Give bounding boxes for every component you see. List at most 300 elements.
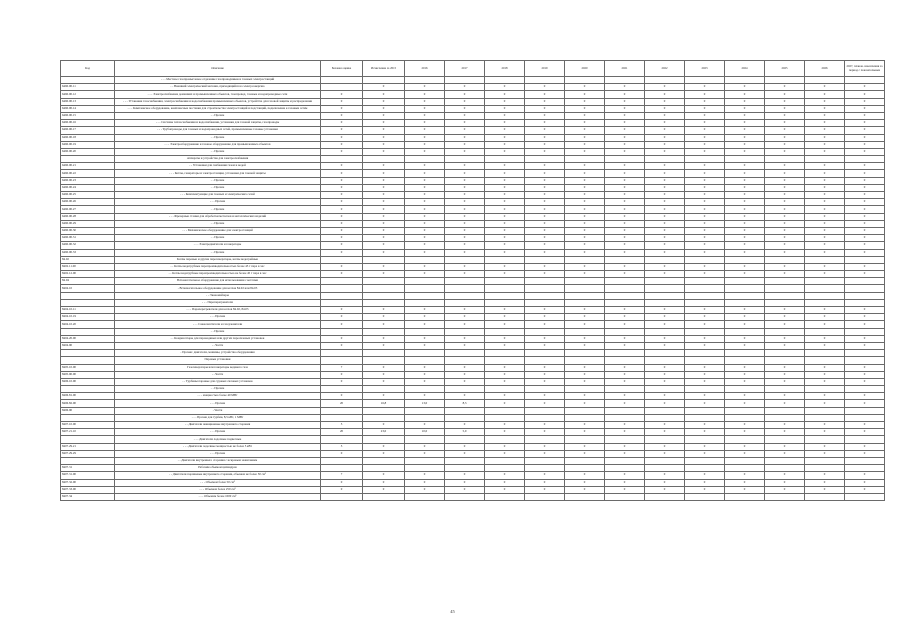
empty-cell: [765, 386, 805, 393]
empty-cell: [405, 386, 445, 393]
empty-cell: [363, 77, 405, 84]
year-rate-cell: 0: [605, 220, 645, 227]
year-rate-cell: 0: [405, 98, 445, 105]
year-rate-cell: 0: [445, 170, 485, 177]
empty-cell: [321, 357, 363, 364]
empty-cell: [525, 414, 565, 421]
description-cell: - - Прочие: [115, 386, 321, 393]
year-rate-cell: 0: [405, 206, 445, 213]
year-rate-cell: 0: [405, 163, 445, 170]
code-cell: [61, 350, 115, 357]
year-rate-cell: 0: [525, 400, 565, 407]
year-rate-cell: 0: [525, 141, 565, 148]
year-rate-cell: 0: [565, 163, 605, 170]
final-rate-cell: 0: [845, 422, 885, 429]
year-rate-cell: [805, 407, 845, 414]
year-rate-cell: 0: [525, 443, 565, 450]
current-rate-cell: 0: [363, 91, 405, 98]
year-rate-cell: 0: [765, 314, 805, 321]
year-rate-cell: 0: [685, 199, 725, 206]
year-rate-cell: 0: [725, 335, 765, 342]
year-rate-cell: 0: [565, 364, 605, 371]
year-rate-cell: 0: [485, 271, 525, 278]
year-rate-cell: 0: [645, 112, 685, 119]
empty-cell: [845, 436, 885, 443]
empty-cell: [765, 457, 805, 464]
year-rate-cell: 0: [725, 422, 765, 429]
year-rate-cell: 0: [445, 120, 485, 127]
year-rate-cell: 0: [405, 127, 445, 134]
year-rate-cell: 0: [485, 342, 525, 349]
current-rate-cell: 0: [363, 170, 405, 177]
empty-cell: [405, 299, 445, 306]
year-rate-cell: 0: [405, 486, 445, 493]
year-rate-cell: 0: [685, 378, 725, 385]
final-rate-cell: 0: [845, 321, 885, 328]
description-cell: - - - Фрезерные станки для обработки металлов и металлических изделий: [115, 213, 321, 220]
header-year: 2022: [645, 61, 685, 77]
year-rate-cell: 0: [405, 335, 445, 342]
year-rate-cell: 0: [645, 307, 685, 314]
year-rate-cell: 0: [645, 163, 685, 170]
year-rate-cell: 0: [405, 192, 445, 199]
table-row: [61, 472, 885, 479]
year-rate-cell: 0: [445, 235, 485, 242]
year-rate-cell: 0: [765, 378, 805, 385]
year-rate-cell: 0: [645, 450, 685, 457]
description-cell: - - - Пароперегреватели для котлов 84.02, 84.03: [115, 307, 321, 314]
base-rate-cell: [321, 493, 363, 500]
empty-cell: [645, 350, 685, 357]
year-rate-cell: 0: [405, 422, 445, 429]
base-rate-cell: 0: [321, 479, 363, 486]
year-rate-cell: [765, 407, 805, 414]
year-rate-cell: 0: [805, 472, 845, 479]
base-rate-cell: [321, 465, 363, 472]
year-rate-cell: 0: [405, 371, 445, 378]
year-rate-cell: 0: [445, 263, 485, 270]
year-rate-cell: 0: [725, 400, 765, 407]
year-rate-cell: [405, 407, 445, 414]
year-rate-cell: 0: [765, 84, 805, 91]
year-rate-cell: 0: [765, 443, 805, 450]
final-rate-cell: 0: [845, 249, 885, 256]
year-rate-cell: 0: [765, 235, 805, 242]
year-rate-cell: 0: [805, 443, 845, 450]
year-rate-cell: 0: [525, 472, 565, 479]
empty-cell: [765, 299, 805, 306]
base-rate-cell: 0: [321, 120, 363, 127]
year-rate-cell: 0: [725, 220, 765, 227]
year-rate-cell: 0: [445, 450, 485, 457]
year-rate-cell: 0: [565, 249, 605, 256]
empty-cell: [845, 292, 885, 299]
year-rate-cell: 0: [605, 400, 645, 407]
empty-cell: [805, 414, 845, 421]
year-rate-cell: 0: [645, 199, 685, 206]
year-rate-cell: [445, 493, 485, 500]
final-rate-cell: 0: [845, 177, 885, 184]
empty-cell: [765, 414, 805, 421]
empty-cell: [645, 77, 685, 84]
code-cell: 6460.00.18: [61, 134, 115, 141]
current-rate-cell: 0: [363, 378, 405, 385]
year-rate-cell: 0: [805, 235, 845, 242]
year-rate-cell: 0: [725, 371, 765, 378]
code-cell: 8404.10.11: [61, 307, 115, 314]
final-rate-cell: 0: [845, 242, 885, 249]
year-rate-cell: 0: [445, 342, 485, 349]
year-rate-cell: 0: [525, 120, 565, 127]
year-rate-cell: 0: [645, 177, 685, 184]
year-rate-cell: 0: [565, 342, 605, 349]
table-row: [61, 235, 885, 242]
current-rate-cell: 0: [363, 321, 405, 328]
year-rate-cell: 0: [805, 141, 845, 148]
empty-cell: [565, 156, 605, 163]
empty-cell: [725, 299, 765, 306]
year-rate-cell: 0: [685, 472, 725, 479]
base-rate-cell: 0: [321, 105, 363, 112]
year-rate-cell: [405, 278, 445, 285]
section-row: [61, 350, 885, 357]
year-rate-cell: 0: [685, 271, 725, 278]
year-rate-cell: 0: [485, 364, 525, 371]
year-rate-cell: 0: [765, 120, 805, 127]
year-rate-cell: 0: [605, 450, 645, 457]
year-rate-cell: 0: [565, 429, 605, 436]
empty-cell: [321, 350, 363, 357]
year-rate-cell: 0: [605, 486, 645, 493]
year-rate-cell: 0: [405, 148, 445, 155]
year-rate-cell: 0: [805, 422, 845, 429]
year-rate-cell: [805, 465, 845, 472]
base-rate-cell: 0: [321, 271, 363, 278]
year-rate-cell: 0: [525, 91, 565, 98]
year-rate-cell: 0: [525, 242, 565, 249]
year-rate-cell: 0: [765, 134, 805, 141]
final-rate-cell: 0: [845, 393, 885, 400]
year-rate-cell: 0: [725, 184, 765, 191]
year-rate-cell: 0: [525, 98, 565, 105]
year-rate-cell: 0: [645, 364, 685, 371]
description-cell: - - - Пароперегреватели: [115, 299, 321, 306]
year-rate-cell: 0: [685, 263, 725, 270]
section-row: [61, 386, 885, 393]
final-rate-cell: 0: [845, 84, 885, 91]
final-rate-cell: 0: [845, 192, 885, 199]
year-rate-cell: [605, 256, 645, 263]
year-rate-cell: 0: [605, 177, 645, 184]
code-cell: [61, 357, 115, 364]
year-rate-cell: 0: [765, 472, 805, 479]
current-rate-cell: 0: [363, 199, 405, 206]
year-rate-cell: 0: [685, 400, 725, 407]
year-rate-cell: 0: [605, 112, 645, 119]
base-rate-cell: 0: [321, 378, 363, 385]
current-rate-cell: 0: [363, 141, 405, 148]
year-rate-cell: 0: [565, 321, 605, 328]
empty-cell: [485, 299, 525, 306]
current-rate-cell: 0: [363, 393, 405, 400]
year-rate-cell: 0: [685, 393, 725, 400]
code-cell: 8406.10.00: [61, 378, 115, 385]
empty-cell: [685, 436, 725, 443]
year-rate-cell: 0: [765, 400, 805, 407]
table-row: [61, 84, 885, 91]
empty-cell: [405, 292, 445, 299]
final-rate-cell: 0: [845, 429, 885, 436]
year-rate-cell: [605, 278, 645, 285]
empty-cell: [845, 156, 885, 163]
year-rate-cell: 0: [765, 486, 805, 493]
table-row: [61, 335, 885, 342]
code-cell: [61, 328, 115, 335]
base-rate-cell: 20: [321, 429, 363, 436]
empty-cell: [445, 328, 485, 335]
header-year: 2021: [605, 61, 645, 77]
year-rate-cell: 0: [805, 84, 845, 91]
current-rate-cell: 0: [363, 120, 405, 127]
year-rate-cell: 0: [725, 249, 765, 256]
year-rate-cell: 0: [405, 84, 445, 91]
year-rate-cell: 0: [765, 170, 805, 177]
year-rate-cell: 0: [685, 112, 725, 119]
empty-cell: [445, 357, 485, 364]
year-rate-cell: 0: [525, 378, 565, 385]
year-rate-cell: 0: [565, 335, 605, 342]
year-rate-cell: 0: [765, 393, 805, 400]
description-cell: Паровые установки: [115, 357, 321, 364]
table-row: [61, 278, 885, 285]
year-rate-cell: 0: [805, 105, 845, 112]
year-rate-cell: 0: [565, 486, 605, 493]
description-cell: - - Конденсаторы для пароводяных или других паросиловых установок: [115, 335, 321, 342]
year-rate-cell: 0: [685, 479, 725, 486]
year-rate-cell: 0: [645, 479, 685, 486]
year-rate-cell: [445, 465, 485, 472]
empty-cell: [321, 457, 363, 464]
base-rate-cell: 0: [321, 206, 363, 213]
year-rate-cell: 0: [725, 271, 765, 278]
year-rate-cell: 0: [485, 91, 525, 98]
year-rate-cell: 0: [605, 105, 645, 112]
year-rate-cell: 0: [605, 227, 645, 234]
empty-cell: [645, 386, 685, 393]
year-rate-cell: 0: [685, 364, 725, 371]
description-cell: Аппараты и устройства для электроснабжения: [115, 156, 321, 163]
year-rate-cell: 0: [685, 105, 725, 112]
empty-cell: [565, 436, 605, 443]
description-cell: - - Прочие: [115, 220, 321, 227]
empty-cell: [405, 350, 445, 357]
description-cell: - - Прочие: [115, 328, 321, 335]
empty-cell: [845, 457, 885, 464]
year-rate-cell: 0: [525, 450, 565, 457]
year-rate-cell: 5,0: [445, 429, 485, 436]
final-rate-cell: 0: [845, 206, 885, 213]
year-rate-cell: 0: [685, 220, 725, 227]
description-cell: - - Установки для снабжения газом и водой: [115, 163, 321, 170]
year-rate-cell: 0: [725, 98, 765, 105]
code-cell: 8404.10.20: [61, 321, 115, 328]
year-rate-cell: [525, 493, 565, 500]
code-cell: 8406.90: [61, 407, 115, 414]
year-rate-cell: 0: [525, 84, 565, 91]
empty-cell: [525, 357, 565, 364]
year-rate-cell: 0: [765, 127, 805, 134]
empty-cell: [565, 292, 605, 299]
year-rate-cell: 0: [805, 242, 845, 249]
year-rate-cell: 0: [805, 393, 845, 400]
description-cell: - - - Электрооборудование и газовое оборудование для промышленных объектов: [115, 141, 321, 148]
year-rate-cell: [645, 407, 685, 414]
section-row: [61, 357, 885, 364]
base-rate-cell: 0: [321, 192, 363, 199]
empty-cell: [565, 386, 605, 393]
empty-cell: [363, 299, 405, 306]
header-year: 2019: [525, 61, 565, 77]
year-rate-cell: 0: [525, 192, 565, 199]
year-rate-cell: 0: [405, 184, 445, 191]
description-cell: - - Турбины паровые для судовых силовых установок: [115, 378, 321, 385]
empty-cell: [805, 156, 845, 163]
year-rate-cell: 0: [525, 422, 565, 429]
year-rate-cell: 0: [765, 263, 805, 270]
year-rate-cell: 0: [445, 371, 485, 378]
year-rate-cell: 0: [525, 371, 565, 378]
year-rate-cell: 0: [645, 141, 685, 148]
empty-cell: [485, 457, 525, 464]
year-rate-cell: 0: [565, 141, 605, 148]
code-cell: 6460.00.32: [61, 242, 115, 249]
year-rate-cell: 0: [725, 213, 765, 220]
year-rate-cell: 0: [645, 91, 685, 98]
year-rate-cell: 0: [645, 170, 685, 177]
final-rate-cell: 0: [845, 342, 885, 349]
empty-cell: [485, 436, 525, 443]
empty-cell: [805, 436, 845, 443]
empty-cell: [725, 77, 765, 84]
year-rate-cell: 0: [765, 141, 805, 148]
empty-cell: [405, 457, 445, 464]
year-rate-cell: [605, 493, 645, 500]
empty-cell: [363, 386, 405, 393]
year-rate-cell: 0: [765, 371, 805, 378]
empty-cell: [485, 328, 525, 335]
description-cell: - - - Прочие: [115, 429, 321, 436]
description-cell: - - Котлы водотрубные паропроизводительностью более 45 т пара в час: [115, 263, 321, 270]
year-rate-cell: 0: [525, 220, 565, 227]
empty-cell: [363, 357, 405, 364]
code-cell: [61, 386, 115, 393]
year-rate-cell: 0: [605, 199, 645, 206]
final-rate-cell: 0: [845, 378, 885, 385]
code-cell: 8406.81.00: [61, 393, 115, 400]
year-rate-cell: 0: [525, 105, 565, 112]
year-rate-cell: 0: [485, 378, 525, 385]
base-rate-cell: 0: [321, 321, 363, 328]
year-rate-cell: 0: [445, 192, 485, 199]
code-cell: 8407.29.21: [61, 443, 115, 450]
description-cell: - - Прочие: [115, 249, 321, 256]
year-rate-cell: [725, 285, 765, 292]
year-rate-cell: [685, 493, 725, 500]
year-rate-cell: [725, 493, 765, 500]
year-rate-cell: 0: [765, 91, 805, 98]
empty-cell: [485, 292, 525, 299]
year-rate-cell: 0: [485, 249, 525, 256]
current-rate-cell: 0: [363, 98, 405, 105]
year-rate-cell: 0: [485, 84, 525, 91]
final-rate-cell: 0: [845, 400, 885, 407]
year-rate-cell: 0: [725, 105, 765, 112]
code-cell: [61, 299, 115, 306]
year-rate-cell: 0: [565, 199, 605, 206]
year-rate-cell: [605, 465, 645, 472]
base-rate-cell: 0: [321, 163, 363, 170]
year-rate-cell: 0: [565, 84, 605, 91]
base-rate-cell: 0: [321, 220, 363, 227]
empty-cell: [363, 328, 405, 335]
year-rate-cell: 0: [605, 371, 645, 378]
year-rate-cell: 0: [605, 242, 645, 249]
description-cell: - - - Электроснабжение домашних и промышленных объектов, газопровод, газовые и водопроводные сети: [115, 91, 321, 98]
year-rate-cell: 0: [765, 199, 805, 206]
year-rate-cell: 0: [565, 472, 605, 479]
base-rate-cell: [321, 407, 363, 414]
year-rate-cell: 0: [525, 393, 565, 400]
year-rate-cell: 0: [685, 227, 725, 234]
year-rate-cell: [565, 465, 605, 472]
year-rate-cell: 0: [445, 141, 485, 148]
description-cell: - - - мощностью более 40 МВт: [115, 393, 321, 400]
year-rate-cell: 0: [525, 335, 565, 342]
year-rate-cell: 0: [605, 249, 645, 256]
year-rate-cell: 0: [525, 112, 565, 119]
code-cell: 8404.10: [61, 285, 115, 292]
year-rate-cell: 0: [805, 378, 845, 385]
year-rate-cell: 0: [485, 307, 525, 314]
year-rate-cell: 0: [445, 378, 485, 385]
year-rate-cell: 0: [605, 141, 645, 148]
year-rate-cell: 0: [805, 170, 845, 177]
base-rate-cell: 20: [321, 400, 363, 407]
empty-cell: [645, 414, 685, 421]
year-rate-cell: 0: [525, 206, 565, 213]
year-rate-cell: 0: [645, 213, 685, 220]
year-rate-cell: 0: [405, 141, 445, 148]
base-rate-cell: 0: [321, 486, 363, 493]
empty-cell: [645, 299, 685, 306]
year-rate-cell: [565, 285, 605, 292]
empty-cell: [525, 386, 565, 393]
empty-cell: [605, 357, 645, 364]
table-row: [61, 493, 885, 500]
year-rate-cell: 0: [565, 393, 605, 400]
current-rate-cell: 0: [363, 184, 405, 191]
year-rate-cell: 0: [725, 120, 765, 127]
year-rate-cell: 0: [605, 235, 645, 242]
tariff-table: [60, 60, 885, 501]
year-rate-cell: 0: [565, 148, 605, 155]
year-rate-cell: 0: [565, 91, 605, 98]
header-year: 2016: [405, 61, 445, 77]
year-rate-cell: 0: [765, 192, 805, 199]
current-rate-cell: [363, 493, 405, 500]
year-rate-cell: 0: [765, 163, 805, 170]
year-rate-cell: 0: [725, 84, 765, 91]
